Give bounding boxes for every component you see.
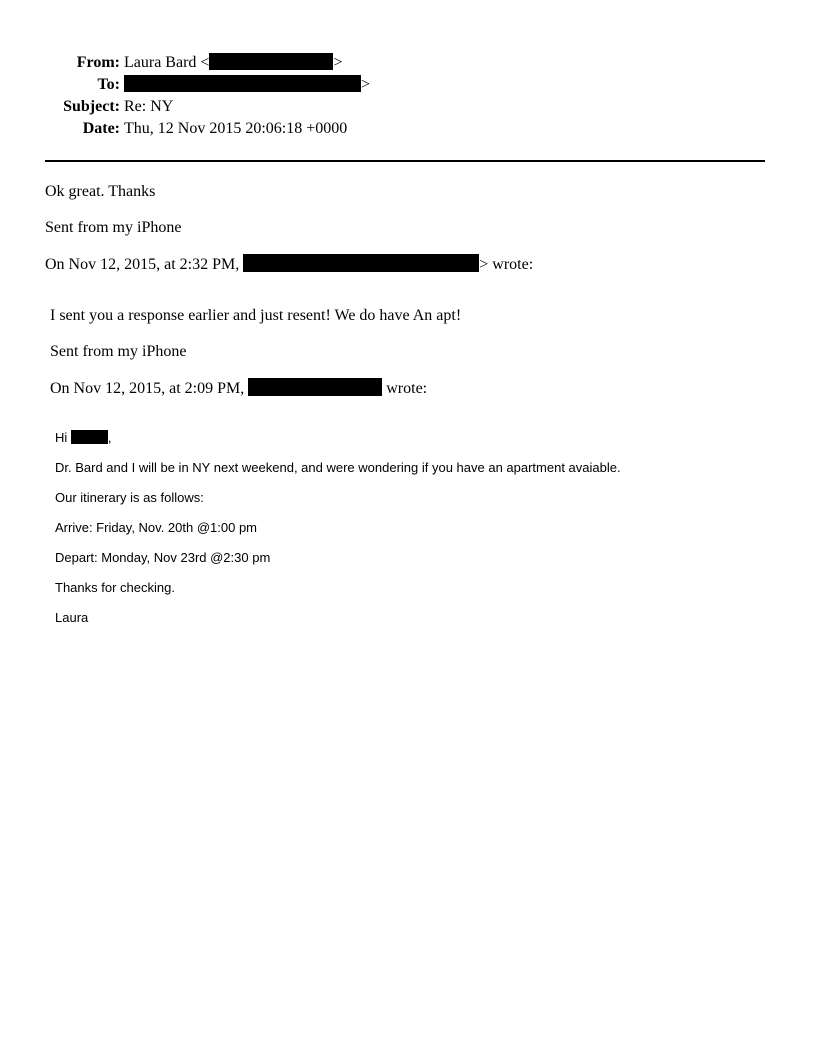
- quote2-greeting: [55, 430, 112, 446]
- from-close: >: [333, 54, 343, 71]
- reply-signature: Sent from my iPhone: [45, 219, 182, 236]
- redacted-quote1-sender: [243, 254, 479, 272]
- from-row: [0, 53, 342, 73]
- header-divider: [45, 160, 765, 162]
- quote1-message: I sent you a response earlier and just resent! We do have An apt!: [50, 307, 462, 324]
- quote2-attribution-suffix: wrote:: [386, 380, 428, 397]
- to-label: To:: [97, 76, 120, 93]
- redacted-from-email: [209, 53, 333, 70]
- reply-text: Ok great. Thanks: [45, 183, 156, 200]
- redacted-to-address: [124, 75, 361, 92]
- quote1-attribution-suffix: > wrote:: [479, 256, 534, 273]
- quote2-attribution-prefix: On Nov 12, 2015, at 2:09 PM,: [50, 380, 245, 397]
- from-name: Laura Bard <: [124, 54, 210, 71]
- quote1-attribution-prefix: On Nov 12, 2015, at 2:32 PM,: [45, 256, 240, 273]
- quote2-line-4: Depart: Monday, Nov 23rd @2:30 pm: [55, 550, 271, 565]
- subject-label: Subject:: [63, 98, 120, 115]
- subject-value: Re: NY: [124, 98, 174, 115]
- redacted-recipient-name: [71, 430, 108, 444]
- to-row: [0, 75, 370, 95]
- quote2-attribution: [50, 378, 427, 399]
- greeting-text: Hi: [55, 430, 68, 445]
- quote2-closing: Laura: [55, 610, 89, 625]
- date-row: [0, 119, 347, 139]
- quote2-line-2: Our itinerary is as follows:: [55, 490, 204, 505]
- quote1-signature: Sent from my iPhone: [50, 343, 187, 360]
- quote2-line-3: Arrive: Friday, Nov. 20th @1:00 pm: [55, 520, 258, 535]
- date-value: Thu, 12 Nov 2015 20:06:18 +0000: [124, 120, 348, 137]
- quote2-line-5: Thanks for checking.: [55, 580, 175, 595]
- date-label: Date:: [82, 120, 120, 137]
- quote1-attribution: [45, 254, 533, 275]
- quote2-line-1: Dr. Bard and I will be in NY next weekend, and were wondering if you have an apartment avaiable.: [55, 460, 621, 475]
- from-label: From:: [76, 54, 120, 71]
- subject-row: [0, 97, 173, 117]
- to-close: >: [361, 76, 371, 93]
- redacted-quote2-sender: [248, 378, 382, 396]
- greeting-comma: ,: [107, 430, 112, 445]
